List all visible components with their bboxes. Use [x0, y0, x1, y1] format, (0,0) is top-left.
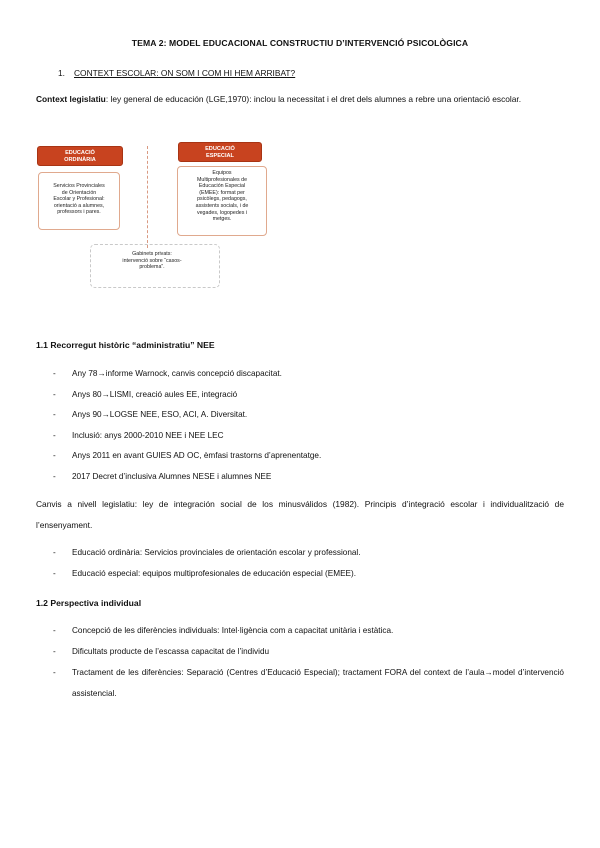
individual-perspective-list	[36, 621, 564, 704]
list-item	[36, 385, 564, 406]
section-1-2-heading: 1.2 Perspectiva individual	[36, 598, 142, 608]
list-item-text: Concepció de les diferències individuals: Intel·ligència com a capacitat unitària i estàtica.	[72, 626, 394, 635]
especial-header	[178, 142, 262, 162]
list-item	[36, 621, 564, 642]
list-item-text: Anys 90→LOGSE NEE, ESO, ACI, A. Diversitat.	[72, 410, 248, 419]
list-item	[36, 426, 564, 447]
ordinaria-line: Servicios Provinciales	[53, 183, 105, 189]
ordinaria-box	[38, 172, 120, 230]
page-title: TEMA 2: MODEL EDUCACIONAL CONSTRUCTIU D’INTERVENCIÓ PSICOLÒGICA	[131, 38, 469, 48]
list-item-text: Inclusió: anys 2000-2010 NEE i NEE LEC	[72, 430, 224, 440]
especial-line: vegades, logopedes i	[196, 209, 248, 216]
dash: -	[53, 410, 56, 419]
dash: -	[53, 451, 56, 460]
ordinaria-line: professors i pares.	[57, 209, 101, 216]
gabinets-line: intervenció sobre “casos-	[122, 257, 182, 264]
dash: -	[53, 626, 56, 635]
context-paragraph	[36, 89, 564, 110]
list-item	[36, 662, 564, 704]
divider-line	[147, 146, 148, 248]
dash: -	[53, 369, 56, 378]
ordinaria-header-line: EDUCACIÓ	[65, 150, 95, 156]
list-item-text: Anys 80→LISMI, creació aules EE, integració	[72, 389, 238, 399]
especial-line: Educación Especial	[198, 183, 246, 190]
list-item	[36, 564, 564, 585]
especial-box	[177, 166, 267, 236]
list-item	[36, 467, 564, 488]
section-title: CONTEXT ESCOLAR: ON SOM I COM HI HEM ARRIBAT?	[74, 68, 296, 78]
ordinaria-header	[37, 146, 123, 166]
list-item-text: Educació ordinària: Servicios provinciales de orientación escolar y professional.	[72, 548, 361, 557]
ordinaria-line: de Orientación	[61, 189, 97, 196]
changes-list	[36, 543, 564, 584]
gabinets-line: Gabinets privats:	[132, 251, 172, 257]
section-1-heading	[58, 68, 295, 78]
list-item-text: 2017 Decret d’inclusiva Alumnes NESE i alumnes NEE	[72, 471, 272, 481]
list-item	[36, 543, 564, 564]
list-item-text: Any 78→informe Warnock, canvis concepció discapacitat.	[72, 369, 282, 378]
especial-line: Multiprofesionales de	[196, 176, 248, 183]
dash: -	[53, 430, 56, 440]
dash: -	[53, 471, 56, 481]
list-item-text: Anys 2011 en avant GUIES AD OC, èmfasi trastorns d’aprenentatge.	[72, 451, 322, 460]
list-item-text: Dificultats producte de l’escassa capacitat de l’individu	[72, 646, 270, 656]
legislative-changes-paragraph: Canvis a nivell legislatiu: ley de integración social de los minusválidos (1982). Principis d’integració escolar i individualització de l’ensenyament.	[36, 499, 564, 530]
list-item	[36, 642, 564, 663]
especial-line: psicòlegs, pedagogs,	[197, 196, 247, 203]
dash: -	[53, 568, 56, 578]
list-item	[36, 364, 564, 385]
especial-line: Equipos	[212, 170, 232, 176]
gabinets-line: problema”.	[139, 264, 165, 271]
ordinaria-header-line: ORDINÀRIA	[64, 157, 96, 163]
list-item	[36, 405, 564, 426]
ordinaria-line: orientació a alumnes,	[53, 202, 105, 209]
especial-header-line: EDUCACIÓ	[205, 146, 235, 152]
section-number: 1.	[58, 68, 65, 78]
gabinets-box	[98, 248, 206, 278]
section-1-1-heading: 1.1 Recorregut històric “administratiu” NEE	[36, 340, 215, 350]
especial-line: assistents socials, i de	[195, 202, 249, 209]
list-item	[36, 446, 564, 467]
especial-header-line: ESPECIAL	[206, 153, 234, 159]
especial-line: (EMEE): format per	[199, 189, 245, 196]
context-label: Context legislatiu	[36, 94, 106, 104]
dash: -	[53, 646, 56, 656]
context-text: : ley general de educación (LGE,1970): inclou la necessitat i el dret dels alumnes a rebre una orientació escolar.	[105, 94, 522, 104]
list-item-text: Educació especial: equipos multiprofesionales de educación especial (EMEE).	[72, 568, 356, 578]
dash: -	[53, 668, 56, 677]
list-item-text: Tractament de les diferències: Separació (Centres d’Educació Especial); tractament FORA del context de l’aula→model d’intervenció assistencial.	[72, 668, 564, 698]
especial-line: metges.	[212, 216, 232, 223]
orientation-diagram	[34, 140, 280, 296]
dash: -	[53, 548, 56, 557]
dash: -	[53, 389, 56, 399]
history-list	[36, 364, 564, 487]
ordinaria-line: Escolar y Profesional:	[53, 196, 105, 203]
